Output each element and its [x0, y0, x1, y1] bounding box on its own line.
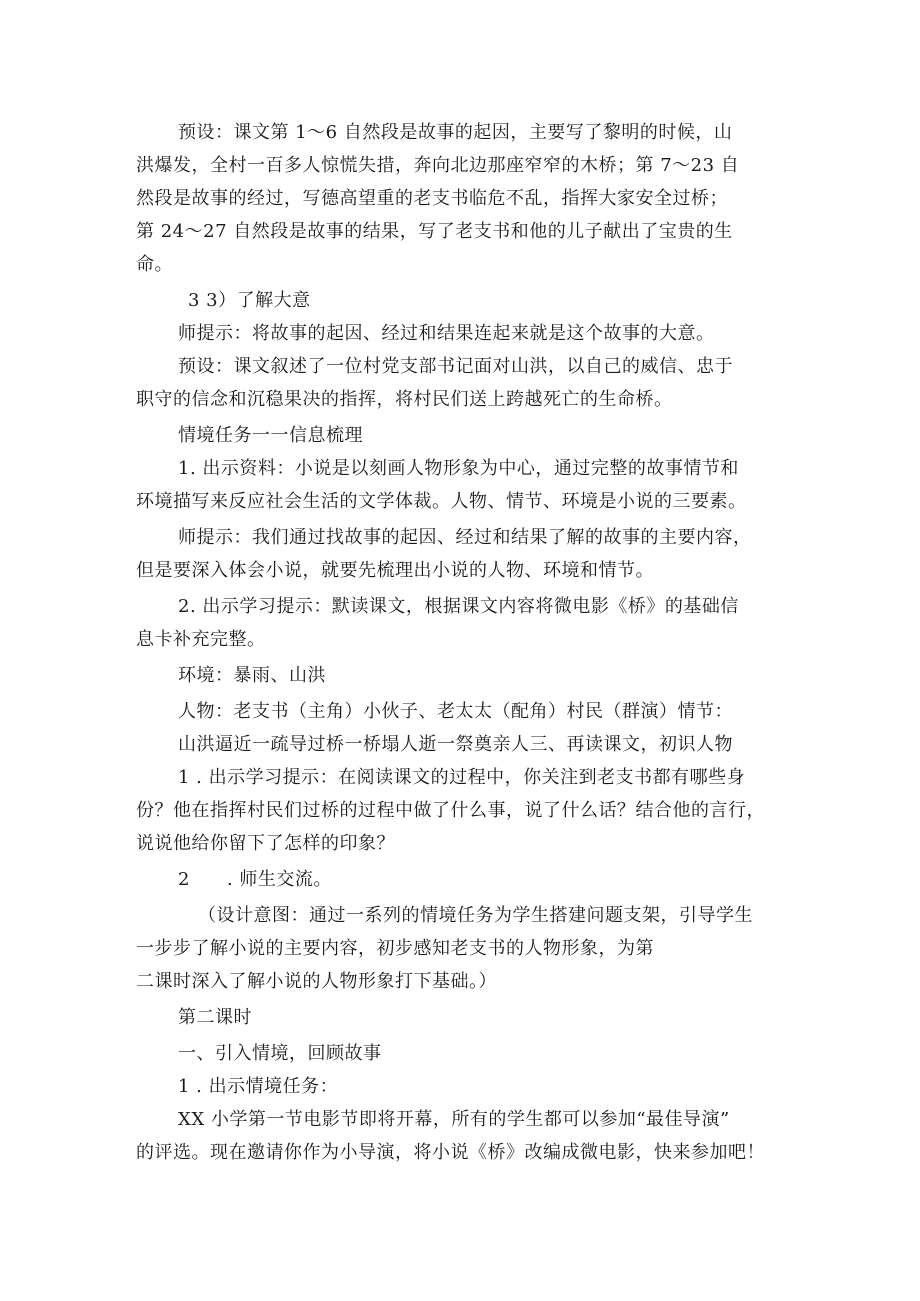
paragraph-line: 2 . 师生交流。 — [178, 869, 332, 890]
paragraph-line: 息卡补充完整。 — [136, 629, 266, 650]
paragraph-line: 洪爆发，全村一百多人惊慌失措，奔向北边那座窄窄的木桥；第 7～23 自 — [136, 155, 740, 176]
paragraph-line: XX 小学第一节电影节即将开幕，所有的学生都可以参加“最佳导演” — [178, 1109, 730, 1130]
paragraph-line: 命。 — [136, 254, 173, 275]
section-heading: 3 3）了解大意 — [188, 290, 311, 311]
paragraph-line: 2. 出示学习提示：默读课文，根据课文内容将微电影《桥》的基础信 — [178, 596, 739, 617]
paragraph-line: 1 . 出示学习提示：在阅读课文的过程中，你关注到老支书都有哪些身 — [178, 767, 746, 788]
paragraph-line: 预设：课文第 1～6 自然段是故事的起因，主要写了黎明的时候，山 — [178, 122, 733, 143]
paragraph-line: 1 . 出示情境任务： — [178, 1076, 339, 1097]
paragraph-line: 人物：老支书（主角）小伙子、老太太（配角）村民（群演）情节： — [178, 701, 733, 722]
section-heading: 一、引入情境，回顾故事 — [178, 1043, 382, 1064]
paragraph-line: 预设：课文叙述了一位村党支部书记面对山洪，以自己的威信、忠于 — [178, 356, 733, 377]
paragraph-line: 份？他在指挥村民们过桥的过程中做了什么事，说了什么话？结合他的言行， — [136, 800, 765, 821]
paragraph-line: 第 24～27 自然段是故事的结果，写了老支书和他的儿子献出了宝贵的生 — [136, 221, 733, 242]
paragraph-line: 但是要深入体会小说，就要先梳理出小说的人物、环境和情节。 — [136, 560, 654, 581]
paragraph-line: 师提示：我们通过找故事的起因、经过和结果了解的故事的主要内容， — [178, 527, 752, 548]
section-heading: 情境任务一一信息梳理 — [178, 425, 363, 446]
paragraph-line: 说说他给你留下了怎样的印象？ — [136, 833, 395, 854]
paragraph-line: 二课时深入了解小说的人物形象打下基础。） — [136, 971, 497, 992]
paragraph-line: 然段是故事的经过，写德高望重的老支书临危不乱，指挥大家安全过桥； — [136, 188, 728, 209]
paragraph-line: 师提示：将故事的起因、经过和结果连起来就是这个故事的大意。 — [178, 323, 715, 344]
paragraph-line: 环境描写来反应社会生活的文学体裁。人物、情节、环境是小说的三要素。 — [136, 491, 747, 512]
paragraph-line: 的评选。现在邀请你作为小导演，将小说《桥》改编成微电影，快来参加吧！ — [136, 1142, 765, 1163]
section-heading: 第二课时 — [178, 1007, 252, 1028]
paragraph-line: 职守的信念和沉稳果决的指挥，将村民们送上跨越死亡的生命桥。 — [136, 389, 673, 410]
paragraph-line: 环境：暴雨、山洪 — [178, 665, 326, 686]
paragraph-line: 山洪逼近一疏导过桥一桥塌人逝一祭奠亲人三、再读课文，初识人物 — [178, 734, 733, 755]
paragraph-line: 1. 出示资料：小说是以刻画人物形象为中心，通过完整的故事情节和 — [178, 458, 739, 479]
paragraph-line: 一步步了解小说的主要内容，初步感知老支书的人物形象，为第 — [136, 938, 654, 959]
paragraph-line: （设计意图：通过一系列的情境任务为学生搭建问题支架，引导学生 — [198, 905, 753, 926]
